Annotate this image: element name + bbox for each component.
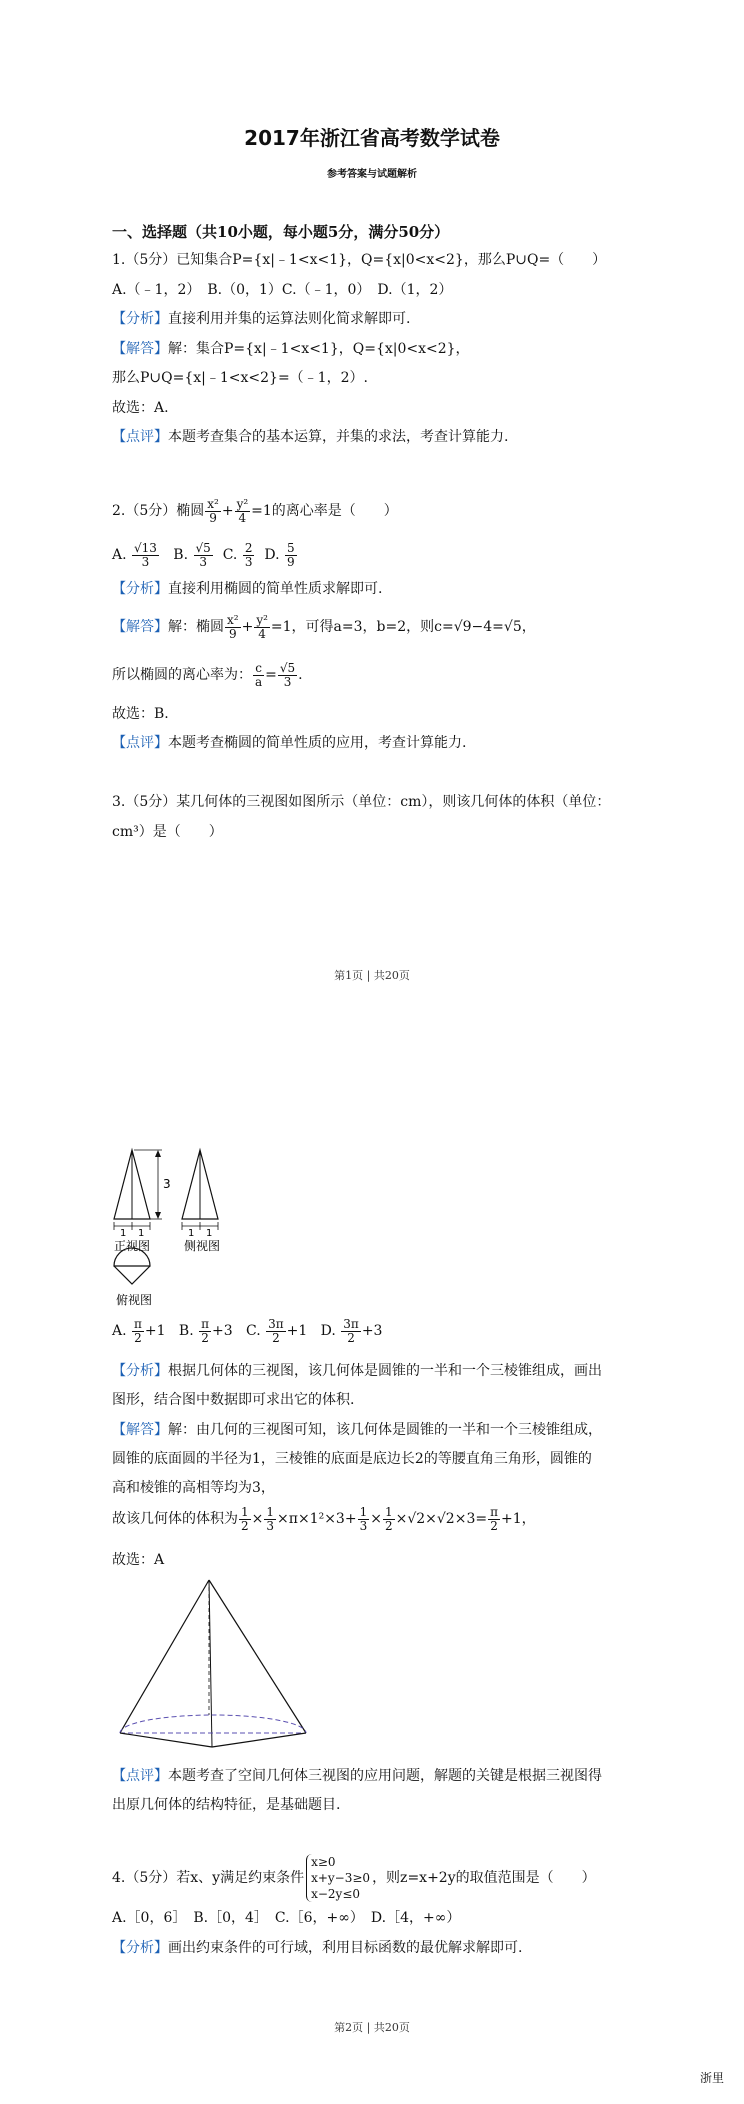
denominator: 4 — [238, 510, 247, 525]
q4-analysis — [112, 1938, 522, 1958]
volume-mid2: ×√2×√2×3= — [395, 1511, 488, 1527]
plus-sign: + — [221, 503, 234, 519]
side-dimension-1-right: 1 — [206, 1228, 213, 1239]
option-d-tail: +3 — [361, 1323, 383, 1339]
answer-tag: 【解答】 — [112, 619, 168, 635]
numerator: π — [134, 1316, 142, 1331]
q2-stem — [112, 496, 398, 526]
fraction — [341, 1318, 361, 1345]
q1-answer — [112, 339, 470, 359]
q2-answer-post: =1，可得a=3，b=2，则c=√9−4=√5， — [270, 619, 536, 635]
numerator: π — [490, 1504, 498, 1519]
analysis-tag: 【分析】 — [112, 1940, 168, 1956]
answer-tag: 【解答】 — [112, 1422, 168, 1438]
q3-comment-line1 — [112, 1766, 602, 1786]
numerator: √5 — [195, 540, 211, 555]
denominator: 3 — [359, 1518, 368, 1533]
denominator: 3 — [141, 554, 150, 569]
solid-figure — [112, 1570, 322, 1760]
numerator: x² — [227, 612, 239, 627]
comment-tag: 【点评】 — [112, 1768, 168, 1784]
numerator: 5 — [287, 540, 295, 555]
q4-options: A.［0，6］ B.［0，4］ C.［6，+∞） D.［4，+∞） — [112, 1910, 461, 1926]
q2-choice: 故选：B. — [112, 706, 169, 722]
fraction — [383, 1506, 395, 1533]
constraint-system — [306, 1854, 370, 1902]
q3-stem-line2: cm³）是（ ） — [112, 824, 223, 840]
denominator: 2 — [272, 1330, 280, 1345]
q2-answer — [112, 612, 536, 642]
denominator: 4 — [258, 626, 266, 641]
denominator: 2 — [241, 1518, 249, 1533]
q3-analysis-line2: 图形，结合图中数据即可求出它的体积. — [112, 1392, 355, 1408]
q2-ecc-pre: 所以椭圆的离心率为： — [112, 667, 252, 683]
height-dimension — [134, 1150, 171, 1219]
numerator: 3π — [343, 1316, 359, 1331]
analysis-tag: 【分析】 — [112, 311, 168, 327]
numerator: √5 — [279, 660, 296, 675]
option-b-tail: +3 — [212, 1323, 233, 1339]
numerator: 2 — [244, 540, 253, 555]
q2-answer-pre: 解：椭圆 — [168, 619, 224, 635]
option-c-label: C. — [222, 547, 238, 563]
denominator: 9 — [287, 554, 295, 569]
q3-choice: 故选：A — [112, 1552, 165, 1568]
numerator: 1 — [359, 1504, 368, 1519]
analysis-tag: 【分析】 — [112, 1363, 168, 1379]
option-c-tail: +1 — [286, 1323, 308, 1339]
denominator: 3 — [244, 554, 253, 569]
fraction — [132, 1318, 144, 1345]
numerator: 3π — [268, 1316, 284, 1331]
front-view-label: 正视图 — [114, 1239, 151, 1253]
denominator: 2 — [384, 1518, 393, 1533]
q3-options — [112, 1316, 382, 1346]
volume-pre: 故该几何体的体积为 — [112, 1511, 238, 1527]
numerator: π — [201, 1316, 209, 1331]
q4-analysis-text: 画出约束条件的可行域，利用目标函数的最优解求解即可. — [168, 1940, 523, 1956]
denominator: 3 — [283, 674, 292, 689]
denominator: 2 — [201, 1330, 209, 1345]
dimension-1-right: 1 — [138, 1228, 145, 1239]
denominator: 3 — [199, 554, 207, 569]
document-subtitle: 参考答案与试题解析 — [327, 169, 417, 180]
q1-analysis-text: 直接利用并集的运算法则化简求解即可. — [168, 311, 411, 327]
q4-stem-pre: 4.（5分）若x、y满足约束条件 — [112, 1870, 305, 1886]
dimension-3-label: 3 — [163, 1177, 171, 1191]
q1-answer-line1: 解：集合P={x|﹣1<x<1}，Q={x|0<x<2}， — [168, 341, 470, 357]
denominator: 2 — [134, 1330, 142, 1345]
denominator: 9 — [228, 626, 237, 641]
q3-answer-line3: 高和棱锥的高相等均为3， — [112, 1480, 275, 1496]
fraction — [358, 1506, 370, 1533]
fraction — [205, 498, 221, 525]
q3-answer-line1 — [112, 1420, 602, 1440]
side-view-label: 侧视图 — [184, 1239, 221, 1253]
side-view — [182, 1150, 218, 1239]
numerator: 1 — [266, 1504, 275, 1519]
denominator: 3 — [266, 1518, 275, 1533]
q1-comment — [112, 427, 508, 447]
numerator: 1 — [241, 1504, 249, 1519]
comment-tag: 【点评】 — [112, 429, 168, 445]
fraction — [278, 662, 297, 689]
numerator: √13 — [134, 540, 157, 555]
q2-options — [112, 540, 298, 570]
section-heading: 一、选择题（共10小题，每小题5分，满分50分） — [112, 223, 450, 241]
q3-answer-line2: 圆锥的底面圆的半径为1，三棱锥的底面是底边长2的等腰直角三角形，圆锥的 — [112, 1451, 592, 1467]
q2-stem-post: =1的离心率是（ ） — [251, 503, 398, 519]
option-b-label: B. — [173, 547, 189, 563]
volume-mid1: ×π×1²×3+ — [277, 1511, 357, 1527]
denominator: a — [255, 674, 263, 689]
volume-tail: +1， — [500, 1511, 536, 1527]
page-2 — [0, 1010, 744, 2104]
answer-tag: 【解答】 — [112, 341, 168, 357]
denominator: 9 — [209, 510, 217, 525]
dimension-1-left: 1 — [120, 1228, 127, 1239]
numerator: y² — [256, 612, 268, 627]
q4-stem-post: ，则z=x+2y的取值范围是（ ） — [372, 1870, 596, 1886]
q4-stem — [112, 1850, 596, 1906]
fraction — [264, 1506, 276, 1533]
option-a-value — [132, 542, 159, 569]
option-b-value — [194, 542, 213, 569]
fraction — [225, 614, 241, 641]
q1-answer-line2: 那么P∪Q={x|﹣1<x<2}=（﹣1，2）. — [112, 370, 368, 386]
numerator: x² — [207, 496, 219, 511]
top-view — [114, 1248, 150, 1284]
fraction — [235, 498, 251, 525]
numerator: 1 — [384, 1504, 393, 1519]
q1-options: A.（﹣1，2） B.（0，1）C.（﹣1，0） D.（1，2） — [112, 282, 453, 298]
option-c-value — [243, 542, 255, 569]
constraint-2: x+y−3≥0 — [311, 1871, 371, 1885]
denominator: 2 — [490, 1518, 498, 1533]
fraction — [253, 662, 264, 689]
q3-answer-text: 解：由几何的三视图可知，该几何体是圆锥的一半和一个三棱锥组成， — [168, 1422, 602, 1438]
analysis-tag: 【分析】 — [112, 581, 168, 597]
option-a-tail: +1 — [144, 1323, 166, 1339]
option-a-label: A. — [112, 1323, 127, 1339]
q3-stem-line1: 3.（5分）某几何体的三视图如图所示（单位：cm），则该几何体的体积（单位： — [112, 794, 611, 810]
plus-sign: + — [241, 619, 254, 635]
document-title: 2017年浙江省高考数学试卷 — [244, 126, 500, 150]
denominator: 2 — [347, 1330, 355, 1345]
option-d-value — [285, 542, 297, 569]
fraction — [199, 1318, 211, 1345]
corner-watermark: 浙里 — [700, 2071, 725, 2085]
q2-analysis-text: 直接利用椭圆的简单性质求解即可. — [168, 581, 383, 597]
page-footer: 第1页 | 共20页 — [334, 969, 410, 982]
fraction — [239, 1506, 251, 1533]
option-c-label: C. — [246, 1323, 261, 1339]
option-d-label: D. — [320, 1323, 336, 1339]
q3-analysis-line1 — [112, 1361, 602, 1381]
q1-choice: 故选：A. — [112, 400, 169, 416]
option-b-label: B. — [178, 1323, 194, 1339]
fraction — [254, 614, 270, 641]
q3-volume-formula: 故该几何体的体积为 $\frac{1}{2}$ × $\frac{1}{3}$ ×π×1²×3+ $\frac{1}{3}$ × $\frac{1}{2}$ ×√2×√2×3= $\frac{\pi}{2}$ +1， — [112, 1504, 536, 1533]
q1-analysis — [112, 309, 410, 329]
q3-comment-text: 本题考查了空间几何体三视图的应用问题，解题的关键是根据三视图得 — [168, 1768, 602, 1784]
side-dimension-1-left: 1 — [188, 1228, 195, 1239]
q1-stem: 1.（5分）已知集合P={x|﹣1<x<1}，Q={x|0<x<2}，那么P∪Q=（ ） — [112, 252, 607, 268]
q2-comment — [112, 733, 466, 753]
three-view-figure — [112, 1138, 252, 1318]
numerator: c — [253, 662, 264, 676]
fraction — [266, 1318, 286, 1345]
numerator: y² — [236, 496, 249, 511]
q2-eccentricity: 所以椭圆的离心率为： $\frac{c}{a}$ = $\frac{√5}{3}$ . — [112, 660, 303, 689]
comment-tag: 【点评】 — [112, 735, 168, 751]
q3-analysis-text: 根据几何体的三视图，该几何体是圆锥的一半和一个三棱锥组成，画出 — [168, 1363, 602, 1379]
constraint-3: x−2y≤0 — [311, 1887, 361, 1901]
q2-comment-text: 本题考查椭圆的简单性质的应用，考查计算能力. — [168, 735, 467, 751]
page-footer: 第2页 | 共20页 — [334, 2021, 410, 2034]
q2-stem-pre: 2.（5分）椭圆 — [112, 503, 205, 519]
fraction — [488, 1506, 500, 1533]
top-view-label: 俯视图 — [116, 1293, 153, 1307]
option-d-label: D. — [264, 547, 280, 563]
option-a-label: A. — [112, 547, 127, 563]
width-dimension — [114, 1222, 150, 1239]
constraint-1: x≥0 — [311, 1855, 336, 1869]
solid-drawing — [120, 1580, 306, 1747]
front-view — [114, 1150, 150, 1219]
q3-comment-line2: 出原几何体的结构特征，是基础题目. — [112, 1797, 341, 1813]
page-1 — [0, 0, 744, 1010]
q2-analysis — [112, 579, 382, 599]
q1-comment-text: 本题考查集合的基本运算，并集的求法，考查计算能力. — [168, 429, 509, 445]
